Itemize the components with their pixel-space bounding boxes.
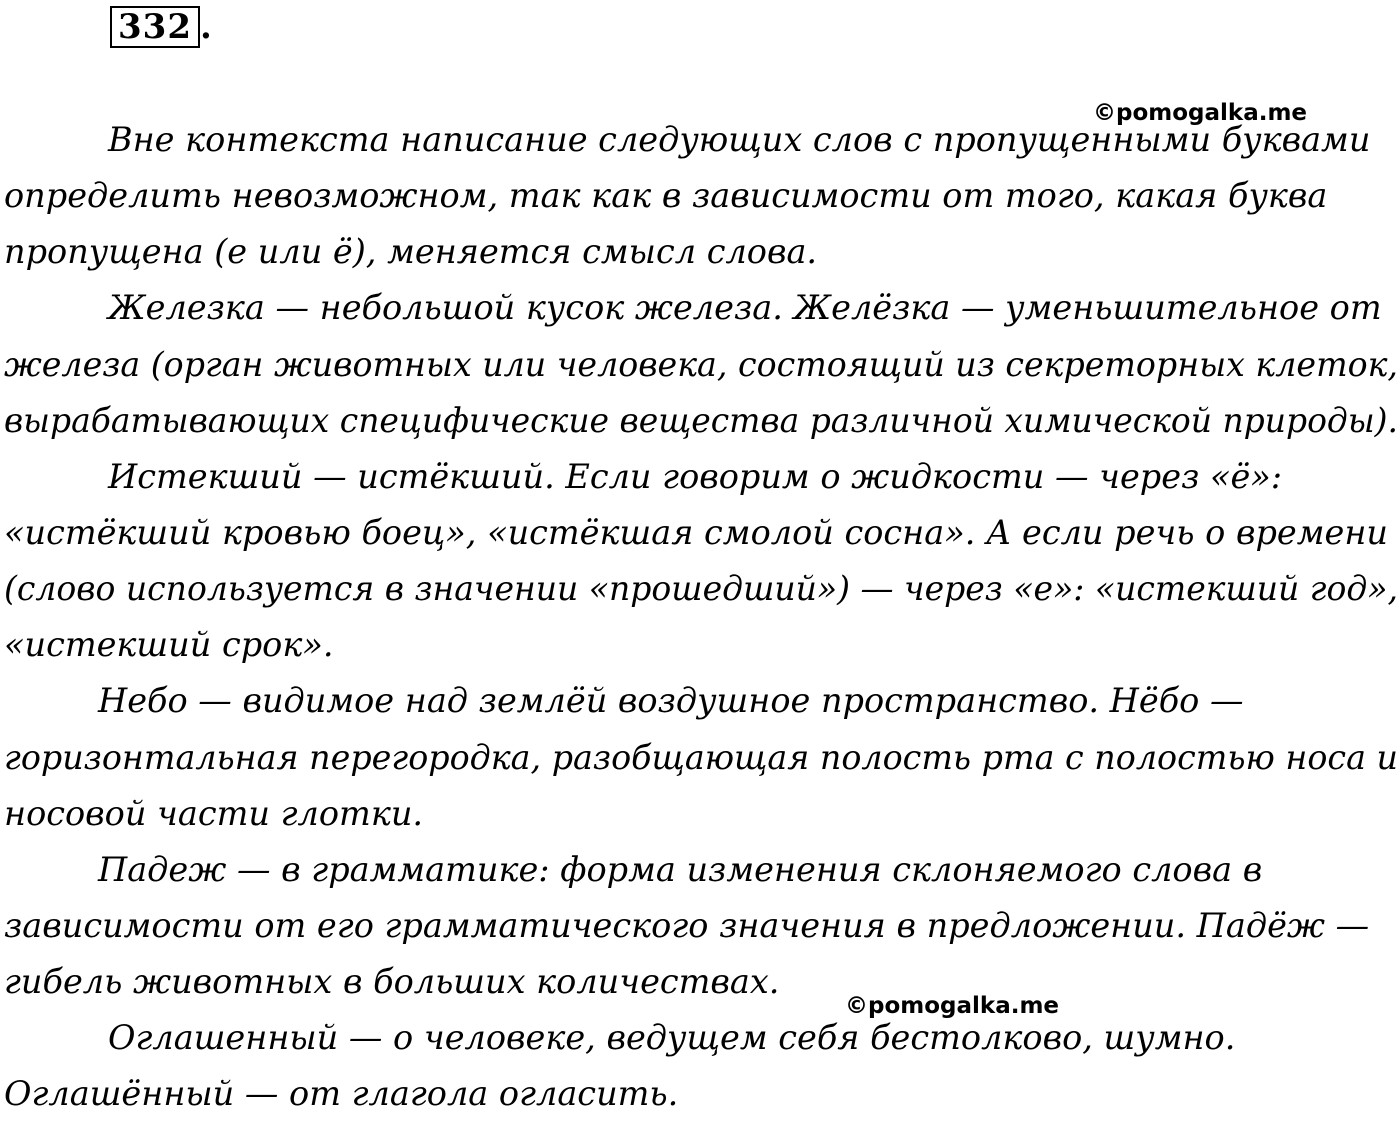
- text-line: носовой части глотки.: [4, 793, 424, 833]
- text-line: Оглашенный — о человеке, ведущем себя бестолково, шумно.: [108, 1018, 1236, 1058]
- text-line: (слово используется в значении «прошедший») — через «е»: «истекший год»,: [4, 569, 1398, 609]
- text-line: Вне контекста написание следующих слов с пропущенными буквами: [108, 120, 1371, 159]
- text-line: пропущена (е или ё), меняется смысл слова.: [4, 232, 818, 272]
- watermark: ©pomogalka.me: [845, 993, 1060, 1019]
- text-line: Оглашённый — от глагола огласить.: [4, 1074, 679, 1114]
- text-line: Истекший — истёкший. Если говорим о жидкости — через «ё»:: [108, 456, 1283, 496]
- text-line: Небо — видимое над землёй воздушное пространство. Нёбо —: [98, 681, 1244, 721]
- text-line: железа (орган животных или человека, состоящий из секреторных клеток,: [4, 344, 1398, 384]
- text-line: «истёкший кровью боец», «истёкшая смолой сосна». А если речь о времени: [4, 512, 1388, 552]
- text-line: Железка — небольшой кусок железа. Желёзка — уменьшительное от: [108, 288, 1382, 328]
- text-line: Падеж — в грамматике: форма изменения склоняемого слова в: [98, 849, 1263, 889]
- text-line: горизонтальная перегородка, разобщающая полость рта с полостью носа и: [4, 737, 1398, 777]
- exercise-number-dot: .: [199, 7, 212, 47]
- answer-text: [4, 112, 1400, 1123]
- text-line: «истекший срок».: [4, 625, 334, 665]
- text-line: вырабатывающих специфические вещества различной химической природы).: [4, 400, 1398, 440]
- watermark: ©pomogalka.me: [1093, 100, 1308, 126]
- exercise-number-box: 332: [110, 6, 200, 48]
- text-line: гибель животных в больших количествах.: [4, 962, 780, 1002]
- text-line: зависимости от его грамматического значения в предложении. Падёж —: [4, 905, 1370, 945]
- text-line: определить невозможном, так как в зависимости от того, какая буква: [4, 176, 1328, 216]
- exercise-number: [110, 6, 212, 48]
